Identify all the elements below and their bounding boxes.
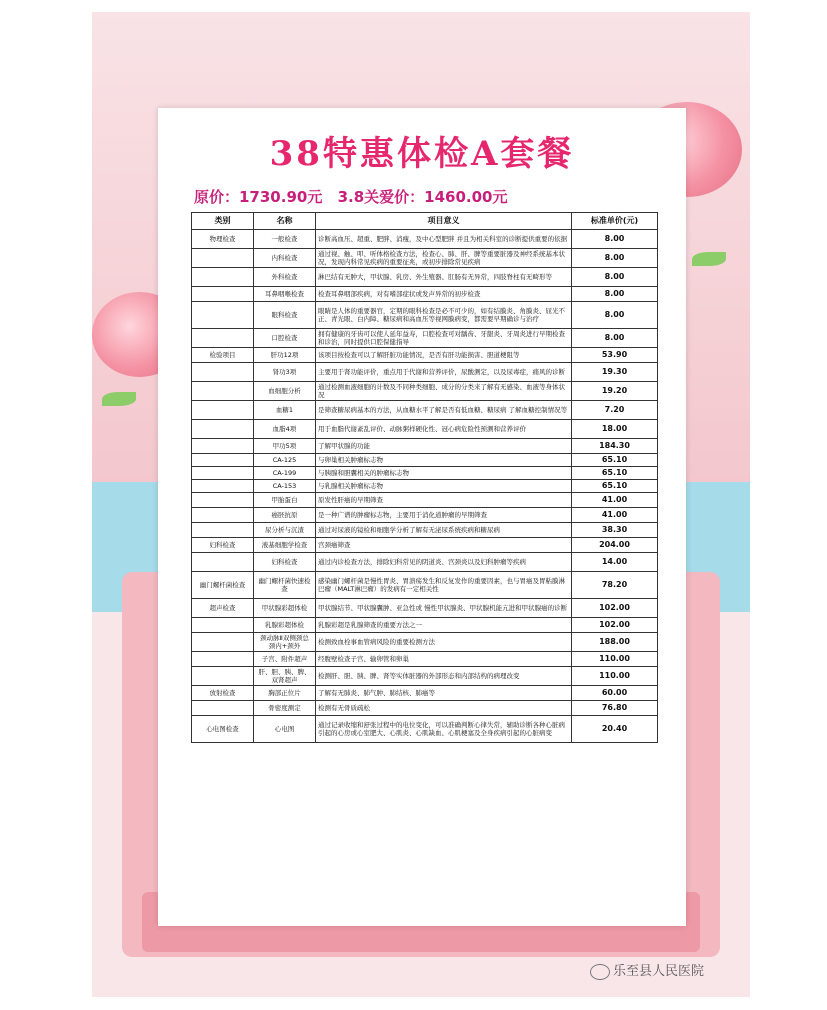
row-category: 幽门螺杆菌检查 xyxy=(192,572,254,599)
row-meaning: 了解甲状腺的功能 xyxy=(316,439,572,454)
header-name: 名称 xyxy=(254,213,316,230)
row-meaning: 通过视、触、叩、听体格检查方法，检查心、肺、肝、脾等重要脏器及神经系统基本状况，发现内科常见疾病的重要征兆，或初步排除常见疾病 xyxy=(316,249,572,268)
row-name: 子宫、附件超声 xyxy=(254,652,316,667)
row-price: 184.30 xyxy=(572,439,658,454)
row-price: 65.10 xyxy=(572,454,658,467)
row-name: 一般检查 xyxy=(254,230,316,249)
row-category xyxy=(192,508,254,523)
row-meaning: 用于血脂代谢紊乱评价、动脉粥样硬化性、冠心病危险性预测和营养评价 xyxy=(316,420,572,439)
row-price: 41.00 xyxy=(572,493,658,508)
row-category: 放射检查 xyxy=(192,686,254,701)
special-price: 3.8关爱价：1460.00元 xyxy=(337,188,508,206)
watermark xyxy=(590,960,704,980)
row-price: 76.80 xyxy=(572,701,658,716)
row-name: 心电图 xyxy=(254,716,316,743)
row-price: 8.00 xyxy=(572,249,658,268)
table-row xyxy=(192,363,658,382)
table-row xyxy=(192,538,658,553)
row-meaning: 检测有无骨质疏松 xyxy=(316,701,572,716)
table-row xyxy=(192,249,658,268)
row-name: 眼科检查 xyxy=(254,302,316,329)
leaf-left-icon xyxy=(102,392,136,406)
header-price: 标准单价(元) xyxy=(572,213,658,230)
row-meaning: 通过对尿液的镜检和细胞学分析了解有无泌尿系统疾病和糖尿病 xyxy=(316,523,572,538)
row-name: 血细胞分析 xyxy=(254,382,316,401)
row-category xyxy=(192,329,254,348)
row-price: 8.00 xyxy=(572,287,658,302)
row-meaning: 该项目按检查可以了解肝脏功能情况，是否有肝功能损害、胆道梗阻等 xyxy=(316,348,572,363)
row-name: 妇科检查 xyxy=(254,553,316,572)
row-meaning: 了解有无肺炎、肺气肿、肺结核、肺癌等 xyxy=(316,686,572,701)
row-meaning: 感染幽门螺杆菌是慢性胃炎、胃溃疡发生和反复发作的重要因素，也与胃癌及胃粘膜淋巴瘤（MALT淋巴瘤）的发病有一定相关性 xyxy=(316,572,572,599)
table-row xyxy=(192,633,658,652)
row-name: 血脂4项 xyxy=(254,420,316,439)
row-price: 8.00 xyxy=(572,302,658,329)
table-row xyxy=(192,508,658,523)
row-category xyxy=(192,667,254,686)
price-line xyxy=(194,186,517,207)
row-meaning: 乳腺彩超是乳腺筛查的重要方法之一 xyxy=(316,618,572,633)
row-category xyxy=(192,618,254,633)
row-name: CA-153 xyxy=(254,480,316,493)
price-sheet xyxy=(158,108,686,926)
row-category xyxy=(192,553,254,572)
table-row xyxy=(192,230,658,249)
row-category xyxy=(192,701,254,716)
header-category: 类别 xyxy=(192,213,254,230)
row-meaning: 是筛查糖尿病基本的方法，从血糖水平了解是否有低血糖、糖尿病 了解血糖控制情况等 xyxy=(316,401,572,420)
row-category xyxy=(192,420,254,439)
row-meaning: 检测致血栓事血管病风险的重要检测方法 xyxy=(316,633,572,652)
row-meaning: 拥有健康的牙齿可以使人延年益寿，口腔检查可对龋齿、牙龈炎、牙周炎进行早期检查和诊治，同时提供口腔保健指导 xyxy=(316,329,572,348)
row-name: 耳鼻咽喉检查 xyxy=(254,287,316,302)
row-category xyxy=(192,382,254,401)
table-row xyxy=(192,454,658,467)
row-price: 18.00 xyxy=(572,420,658,439)
table-row xyxy=(192,382,658,401)
row-category: 物理检查 xyxy=(192,230,254,249)
row-name: 肾功3项 xyxy=(254,363,316,382)
row-name: 甲状腺彩超体检 xyxy=(254,599,316,618)
row-price: 188.00 xyxy=(572,633,658,652)
row-name: 颈动脉Ⅱ双侧颈总 颈内+颈外 xyxy=(254,633,316,652)
row-price: 102.00 xyxy=(572,618,658,633)
row-meaning: 检查耳鼻咽部疾病，对有嗜部症状或发声异常的初步检查 xyxy=(316,287,572,302)
table-row xyxy=(192,667,658,686)
row-meaning: 与胰腺和胆囊相关的肿瘤标志物 xyxy=(316,467,572,480)
table-row xyxy=(192,348,658,363)
header-meaning: 项目意义 xyxy=(316,213,572,230)
table-row xyxy=(192,618,658,633)
wechat-icon xyxy=(590,964,610,980)
row-category xyxy=(192,302,254,329)
row-category xyxy=(192,652,254,667)
table-header xyxy=(192,213,658,230)
table-row xyxy=(192,480,658,493)
row-price: 65.10 xyxy=(572,467,658,480)
row-price: 8.00 xyxy=(572,268,658,287)
row-category xyxy=(192,480,254,493)
row-meaning: 通过检测血液细胞的计数及不同种类细胞、成分的分类来了解有无感染、血液等身体状况 xyxy=(316,382,572,401)
row-category xyxy=(192,439,254,454)
row-meaning: 与乳腺相关肿瘤标志物 xyxy=(316,480,572,493)
row-meaning: 经腹壁检查子宫、输卵管和卵巢 xyxy=(316,652,572,667)
table-row xyxy=(192,493,658,508)
row-price: 7.20 xyxy=(572,401,658,420)
row-name: 骨密度测定 xyxy=(254,701,316,716)
leaf-right-icon xyxy=(692,252,726,266)
table-row xyxy=(192,329,658,348)
row-price: 19.30 xyxy=(572,363,658,382)
row-category xyxy=(192,493,254,508)
row-category: 超声检查 xyxy=(192,599,254,618)
row-meaning: 是一种广谱的肿瘤标志物，主要用于消化道肿瘤的早期筛查 xyxy=(316,508,572,523)
row-name: CA-125 xyxy=(254,454,316,467)
row-price: 19.20 xyxy=(572,382,658,401)
row-price: 53.90 xyxy=(572,348,658,363)
row-name: 癌胚抗原 xyxy=(254,508,316,523)
table-row xyxy=(192,420,658,439)
row-name: 血糖1 xyxy=(254,401,316,420)
row-category xyxy=(192,363,254,382)
row-category xyxy=(192,467,254,480)
row-price: 8.00 xyxy=(572,230,658,249)
row-name: 肝功12项 xyxy=(254,348,316,363)
row-category xyxy=(192,287,254,302)
table-row xyxy=(192,652,658,667)
row-category xyxy=(192,249,254,268)
row-category xyxy=(192,454,254,467)
table-row xyxy=(192,553,658,572)
checkup-table xyxy=(191,212,658,743)
row-meaning: 眼睛是人体的重要器官，定期的眼科检查是必不可少的，如有结膜炎、角膜炎、屈光不正、青光眼、白内障、糖尿病和高血压等视网膜病变，都需要早期确诊与治疗 xyxy=(316,302,572,329)
row-category: 心电图检查 xyxy=(192,716,254,743)
row-name: 甲功5项 xyxy=(254,439,316,454)
row-name: 口腔检查 xyxy=(254,329,316,348)
table-row xyxy=(192,268,658,287)
row-name: 甲胎蛋白 xyxy=(254,493,316,508)
table-row xyxy=(192,716,658,743)
row-name: 液基细胞学检查 xyxy=(254,538,316,553)
row-price: 204.00 xyxy=(572,538,658,553)
row-name: 尿分析与沉渣 xyxy=(254,523,316,538)
row-price: 102.00 xyxy=(572,599,658,618)
row-name: 外科检查 xyxy=(254,268,316,287)
row-meaning: 与卵巢相关肿瘤标志物 xyxy=(316,454,572,467)
row-name: CA-199 xyxy=(254,467,316,480)
row-category: 妇科检查 xyxy=(192,538,254,553)
row-name: 幽门螺杆菌快速检查 xyxy=(254,572,316,599)
row-price: 110.00 xyxy=(572,667,658,686)
row-name: 胸部正位片 xyxy=(254,686,316,701)
table-row xyxy=(192,599,658,618)
table-row xyxy=(192,686,658,701)
row-meaning: 宫颈癌筛查 xyxy=(316,538,572,553)
row-price: 41.00 xyxy=(572,508,658,523)
row-price: 38.30 xyxy=(572,523,658,538)
row-meaning: 主要用于肾功能评价，重点用于代谢和营养评价，尿酸测定，以及尿毒症，痛风的诊断 xyxy=(316,363,572,382)
table-row xyxy=(192,401,658,420)
row-meaning: 通过内诊检查方法，排除妇科常见的阴道炎、宫颈炎以及妇科肿瘤等疾病 xyxy=(316,553,572,572)
page-title: 38特惠体检A套餐 xyxy=(269,134,575,174)
row-category xyxy=(192,523,254,538)
row-price: 8.00 xyxy=(572,329,658,348)
row-name: 肝、胆、胰、脾、双肾超声 xyxy=(254,667,316,686)
row-meaning: 原发性肝癌的早期筛查 xyxy=(316,493,572,508)
table-row xyxy=(192,572,658,599)
table-row xyxy=(192,439,658,454)
row-name: 乳腺彩超体检 xyxy=(254,618,316,633)
original-price: 原价：1730.90元 xyxy=(194,188,323,206)
row-meaning: 检测肝、胆、胰、脾、肾等实体脏器的外部形态和内部结构的病理改变 xyxy=(316,667,572,686)
row-category: 检验项目 xyxy=(192,348,254,363)
row-meaning: 甲状腺结节、甲状腺囊肿、亚急性或 慢性甲状腺炎、甲状腺机能亢进和甲状腺癌的诊断 xyxy=(316,599,572,618)
row-category xyxy=(192,268,254,287)
row-price: 14.00 xyxy=(572,553,658,572)
table-row xyxy=(192,302,658,329)
row-price: 78.20 xyxy=(572,572,658,599)
row-price: 20.40 xyxy=(572,716,658,743)
row-meaning: 诊断高血压、超重、肥胖、消瘦，及中心型肥胖 并且为相关科室的诊断提供重要的依据 xyxy=(316,230,572,249)
row-category xyxy=(192,633,254,652)
row-category xyxy=(192,401,254,420)
row-price: 110.00 xyxy=(572,652,658,667)
row-name: 内科检查 xyxy=(254,249,316,268)
table-row xyxy=(192,523,658,538)
row-price: 60.00 xyxy=(572,686,658,701)
row-price: 65.10 xyxy=(572,480,658,493)
table-row xyxy=(192,467,658,480)
watermark-text: 乐至县人民医院 xyxy=(613,964,705,979)
row-meaning: 通过记录收缩和舒张过程中的电位变化，可以准确判断心律失常，辅助诊断各种心脏病引起的心房或心室肥大、心肌炎、心肌缺血、心肌梗塞及全身疾病引起的心脏病变 xyxy=(316,716,572,743)
table-row xyxy=(192,701,658,716)
table-row xyxy=(192,287,658,302)
row-meaning: 淋巴结有无肿大，甲状腺、乳房、外生殖器、肛肠有无异常，四肢脊柱有无畸形等 xyxy=(316,268,572,287)
